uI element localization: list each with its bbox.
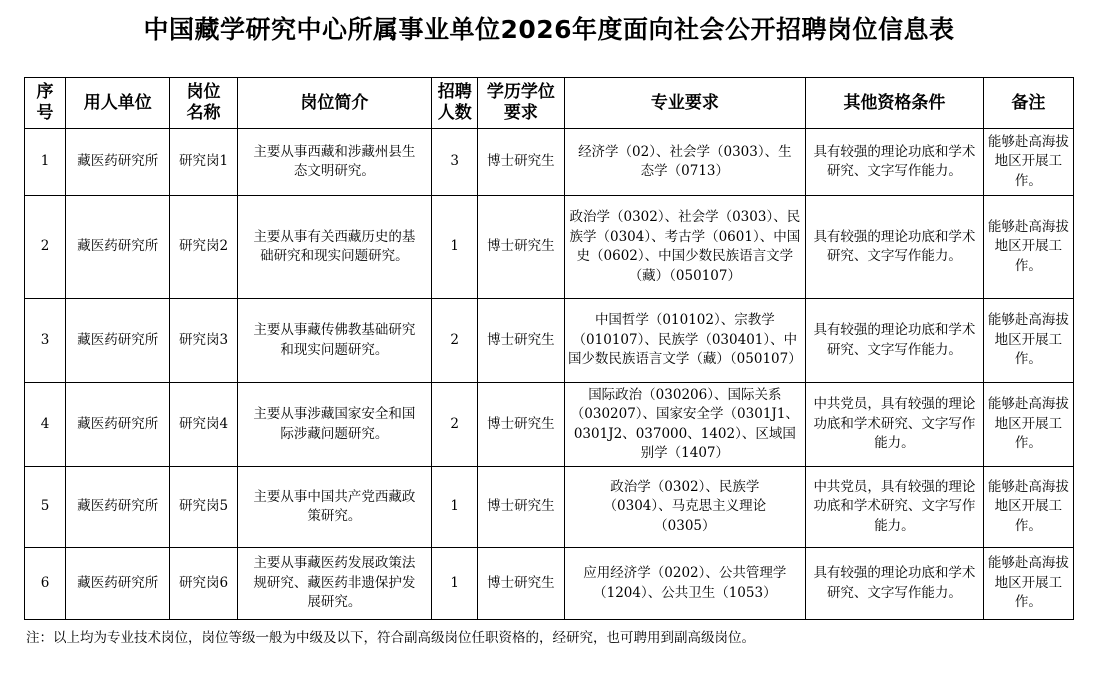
cell-edu: 博士研究生 [478, 383, 564, 467]
cell-major: 政治学（0302）、社会学（0303）、民族学（0304）、考古学（0601）、中国史（0602）、中国少数民族语言文学（藏）（050107） [564, 196, 806, 299]
cell-unit: 藏医药研究所 [66, 196, 170, 299]
cell-edu: 博士研究生 [478, 548, 564, 620]
cell-count: 3 [432, 129, 478, 196]
cell-unit: 藏医药研究所 [66, 467, 170, 548]
cell-unit: 藏医药研究所 [66, 129, 170, 196]
table-row [25, 548, 1074, 620]
cell-count: 1 [432, 467, 478, 548]
cell-seq: 2 [25, 196, 66, 299]
cell-remark: 能够赴高海拔地区开展工作。 [983, 196, 1073, 299]
table-row [25, 129, 1074, 196]
cell-post: 研究岗3 [170, 299, 237, 383]
cell-edu: 博士研究生 [478, 299, 564, 383]
table-row [25, 383, 1074, 467]
cell-seq: 6 [25, 548, 66, 620]
header-edu: 学历学位要求 [478, 78, 564, 129]
cell-count: 2 [432, 299, 478, 383]
cell-unit: 藏医药研究所 [66, 299, 170, 383]
cell-post: 研究岗4 [170, 383, 237, 467]
cell-count: 1 [432, 548, 478, 620]
cell-seq: 3 [25, 299, 66, 383]
cell-other: 具有较强的理论功底和学术研究、文字写作能力。 [806, 548, 984, 620]
table-row [25, 196, 1074, 299]
cell-remark: 能够赴高海拔地区开展工作。 [983, 299, 1073, 383]
cell-other: 具有较强的理论功底和学术研究、文字写作能力。 [806, 129, 984, 196]
positions-table [24, 77, 1074, 620]
cell-count: 1 [432, 196, 478, 299]
page-title: 中国藏学研究中心所属事业单位2026年度面向社会公开招聘岗位信息表 [143, 15, 955, 44]
cell-intro: 主要从事中国共产党西藏政策研究。 [237, 467, 432, 548]
header-seq: 序号 [25, 78, 66, 129]
cell-post: 研究岗1 [170, 129, 237, 196]
cell-other: 中共党员，具有较强的理论功底和学术研究、文字写作能力。 [806, 467, 984, 548]
cell-remark: 能够赴高海拔地区开展工作。 [983, 383, 1073, 467]
cell-post: 研究岗5 [170, 467, 237, 548]
cell-remark: 能够赴高海拔地区开展工作。 [983, 129, 1073, 196]
table-header-row [25, 78, 1074, 129]
header-intro: 岗位简介 [237, 78, 432, 129]
cell-major: 应用经济学（0202）、公共管理学（1204）、公共卫生（1053） [564, 548, 806, 620]
cell-intro: 主要从事藏传佛教基础研究和现实问题研究。 [237, 299, 432, 383]
cell-other: 中共党员，具有较强的理论功底和学术研究、文字写作能力。 [806, 383, 984, 467]
cell-remark: 能够赴高海拔地区开展工作。 [983, 548, 1073, 620]
cell-intro: 主要从事西藏和涉藏州县生态文明研究。 [237, 129, 432, 196]
footnote: 注：以上均为专业技术岗位，岗位等级一般为中级及以下，符合副高级岗位任职资格的，经研究，也可聘用到副高级岗位。 [26, 630, 755, 646]
cell-major: 政治学（0302）、民族学（0304）、马克思主义理论（0305） [564, 467, 806, 548]
cell-count: 2 [432, 383, 478, 467]
header-post-name: 岗位名称 [170, 78, 237, 129]
cell-edu: 博士研究生 [478, 467, 564, 548]
cell-edu: 博士研究生 [478, 196, 564, 299]
cell-remark: 能够赴高海拔地区开展工作。 [983, 467, 1073, 548]
header-count: 招聘人数 [432, 78, 478, 129]
cell-post: 研究岗2 [170, 196, 237, 299]
cell-major: 经济学（02）、社会学（0303）、生态学（0713） [564, 129, 806, 196]
cell-other: 具有较强的理论功底和学术研究、文字写作能力。 [806, 299, 984, 383]
cell-intro: 主要从事有关西藏历史的基础研究和现实问题研究。 [237, 196, 432, 299]
cell-seq: 1 [25, 129, 66, 196]
cell-other: 具有较强的理论功底和学术研究、文字写作能力。 [806, 196, 984, 299]
cell-major: 中国哲学（010102）、宗教学（010107）、民族学（030401）、中国少数民族语言文学（藏）（050107） [564, 299, 806, 383]
header-major: 专业要求 [564, 78, 806, 129]
cell-unit: 藏医药研究所 [66, 548, 170, 620]
header-other: 其他资格条件 [806, 78, 984, 129]
table-row [25, 299, 1074, 383]
cell-post: 研究岗6 [170, 548, 237, 620]
cell-intro: 主要从事涉藏国家安全和国际涉藏问题研究。 [237, 383, 432, 467]
cell-seq: 5 [25, 467, 66, 548]
cell-major: 国际政治（030206）、国际关系（030207）、国家安全学（0301J1、0301J2、037000、1402）、区域国别学（1407） [564, 383, 806, 467]
header-unit: 用人单位 [66, 78, 170, 129]
table-row [25, 467, 1074, 548]
cell-intro: 主要从事藏医药发展政策法规研究、藏医药非遗保护发展研究。 [237, 548, 432, 620]
header-remark: 备注 [983, 78, 1073, 129]
cell-edu: 博士研究生 [478, 129, 564, 196]
cell-seq: 4 [25, 383, 66, 467]
cell-unit: 藏医药研究所 [66, 383, 170, 467]
